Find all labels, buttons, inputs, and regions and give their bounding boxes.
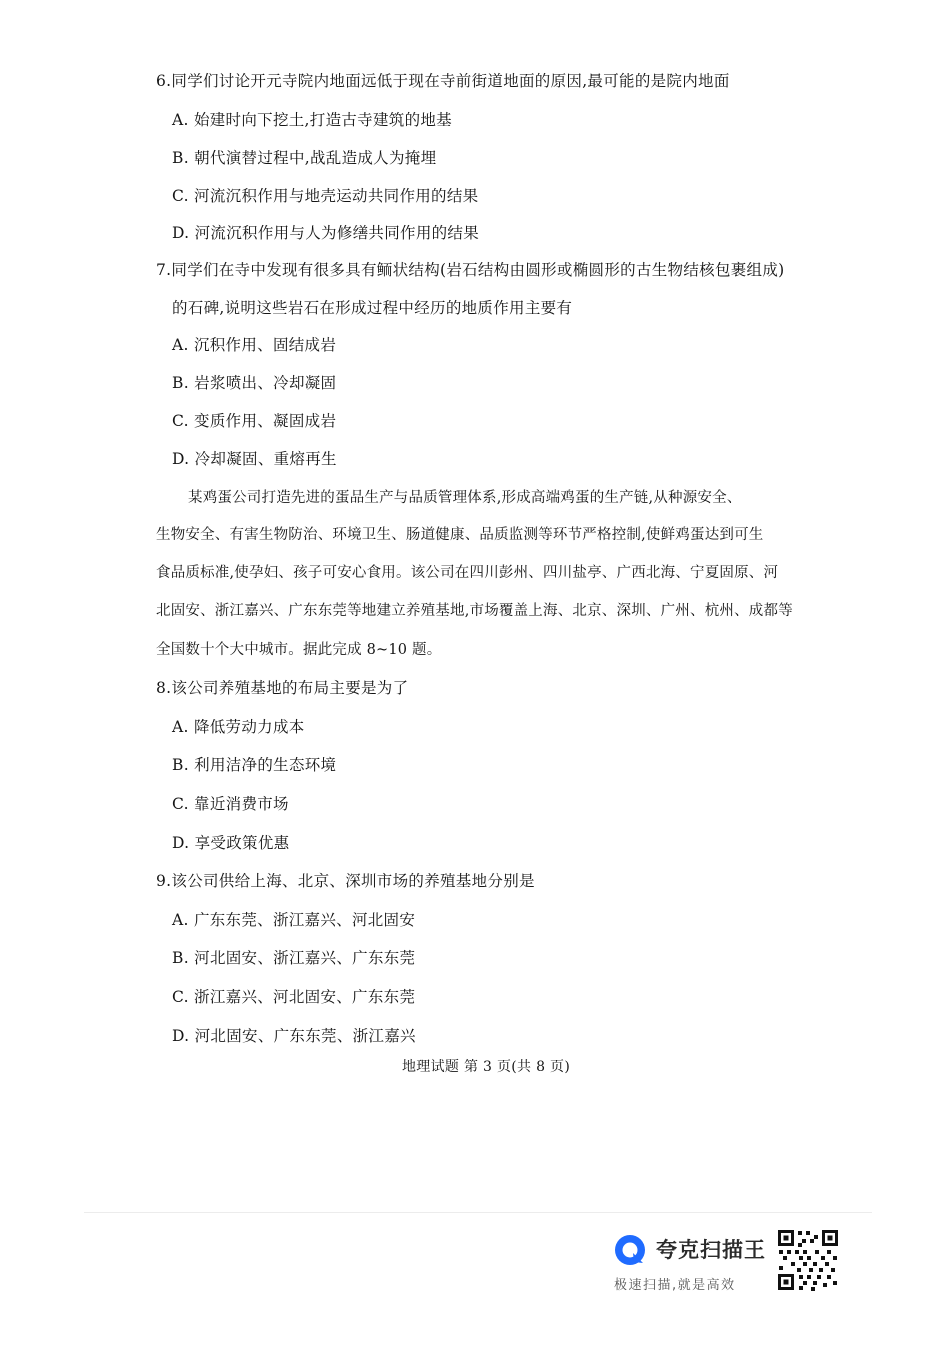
page-footer: 地理试题 第 3 页(共 8 页) — [402, 1059, 571, 1075]
brand-slogan: 极速扫描,就是高效 — [614, 1278, 736, 1293]
question-7-option-a: A. 沉积作用、固结成岩 — [172, 336, 337, 354]
question-6-option-a: A. 始建时向下挖土,打造古寺建筑的地基 — [172, 111, 452, 129]
scanner-watermark — [612, 1228, 848, 1296]
question-7-option-c: C. 变质作用、凝固成岩 — [172, 412, 337, 430]
passage-line-1: 某鸡蛋公司打造先进的蛋品生产与品质管理体系,形成高端鸡蛋的生产链,从种源安全、 — [188, 490, 742, 506]
question-8-option-d: D. 享受政策优惠 — [172, 834, 290, 852]
qr-code-icon — [776, 1228, 840, 1292]
question-6-option-d: D. 河流沉积作用与人为修缮共同作用的结果 — [172, 224, 480, 242]
quark-logo-icon — [612, 1232, 648, 1268]
question-6-option-b: B. 朝代演替过程中,战乱造成人为掩埋 — [172, 149, 437, 167]
question-8-option-a: A. 降低劳动力成本 — [172, 718, 305, 736]
question-9-option-a: A. 广东东莞、浙江嘉兴、河北固安 — [172, 911, 416, 929]
question-6-option-c: C. 河流沉积作用与地壳运动共同作用的结果 — [172, 187, 479, 205]
passage-line-2: 生物安全、有害生物防治、环境卫生、肠道健康、品质监测等环节严格控制,使鲜鸡蛋达到可生 — [156, 527, 764, 543]
question-8-option-b: B. 利用洁净的生态环境 — [172, 756, 337, 774]
question-9-option-c: C. 浙江嘉兴、河北固安、广东东莞 — [172, 988, 416, 1006]
question-6-stem: 6.同学们讨论开元寺院内地面远低于现在寺前街道地面的原因,最可能的是院内地面 — [156, 72, 730, 90]
question-9-option-d: D. 河北固安、广东东莞、浙江嘉兴 — [172, 1027, 416, 1045]
passage-line-4: 北固安、浙江嘉兴、广东东莞等地建立养殖基地,市场覆盖上海、北京、深圳、广州、杭州、成都等 — [156, 603, 793, 619]
question-7-stem-line2: 的石碑,说明这些岩石在形成过程中经历的地质作用主要有 — [172, 299, 573, 317]
brand-name: 夸克扫描王 — [656, 1238, 766, 1262]
question-7-stem-line1: 7.同学们在寺中发现有很多具有鲕状结构(岩石结构由圆形或椭圆形的古生物结核包裹组成) — [156, 261, 785, 279]
scanner-divider — [84, 1212, 872, 1213]
question-7-option-b: B. 岩浆喷出、冷却凝固 — [172, 374, 337, 392]
passage-line-5: 全国数十个大中城市。据此完成 8~10 题。 — [156, 642, 442, 658]
question-7-option-d: D. 冷却凝固、重熔再生 — [172, 450, 337, 468]
question-9-option-b: B. 河北固安、浙江嘉兴、广东东莞 — [172, 949, 416, 967]
question-8-option-c: C. 靠近消费市场 — [172, 795, 289, 813]
passage-line-3: 食品质标准,使孕妇、孩子可安心食用。该公司在四川彭州、四川盐亭、广西北海、宁夏固原、河 — [156, 565, 779, 581]
question-8-stem: 8.该公司养殖基地的布局主要是为了 — [156, 679, 409, 697]
question-9-stem: 9.该公司供给上海、北京、深圳市场的养殖基地分别是 — [156, 872, 535, 890]
